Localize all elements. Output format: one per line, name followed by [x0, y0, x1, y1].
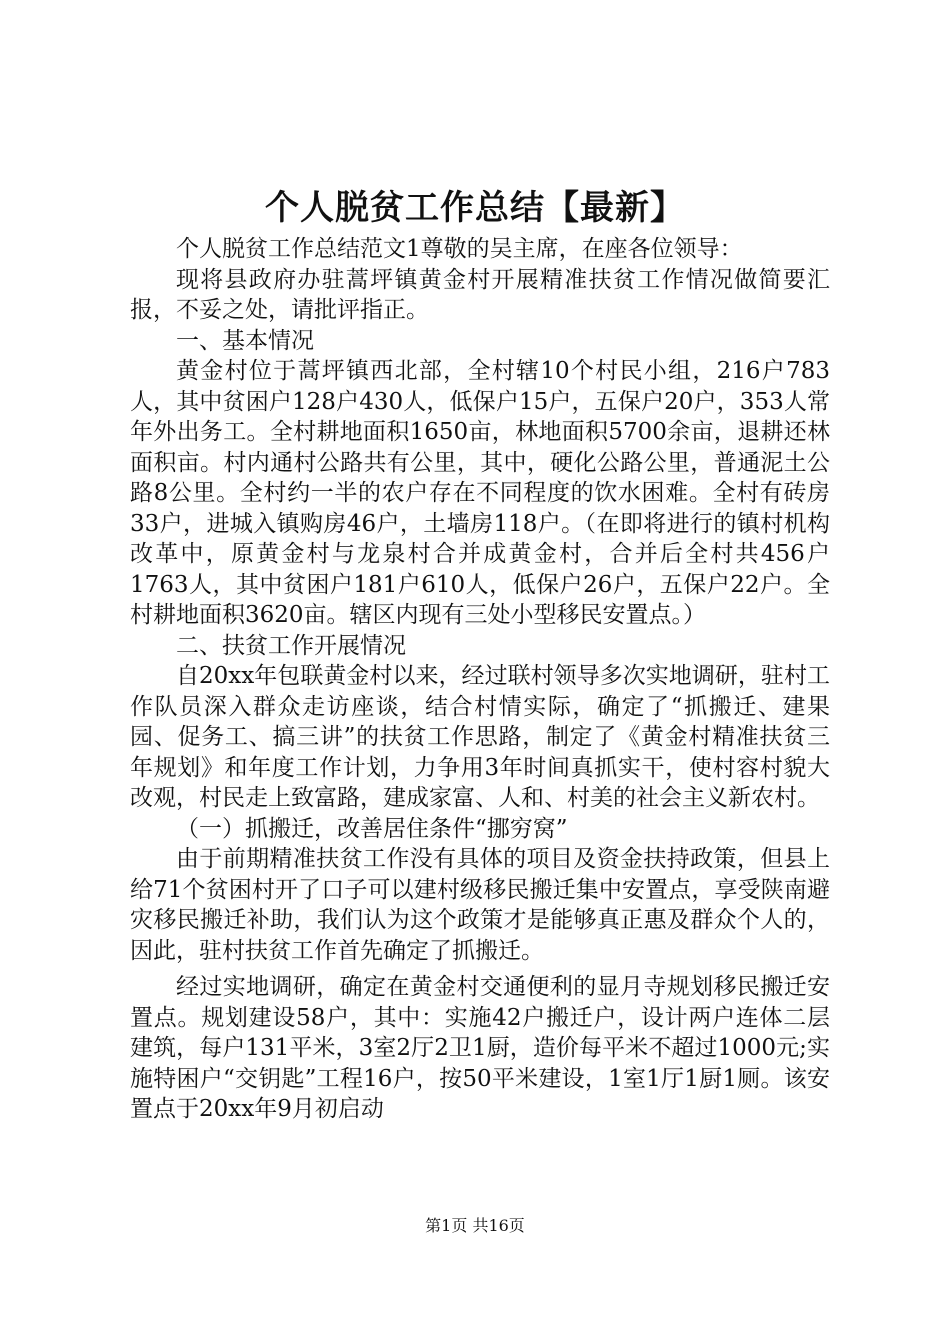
- paragraph-work-overview: 自20xx年包联黄金村以来，经过联村领导多次实地调研，驻村工作队员深入群众走访座谈，结合村情实际，确定了“抓搬迁、建果园、促务工、搞三讲”的扶贫工作思路，制定了《黄金村精准扶贫三年规划》和年度工作计划，力争用3年时间真抓实干，使村容村貌大改观，村民走上致富路，建成家富、人和、村美的社会主义新农村。: [130, 663, 830, 811]
- paragraph-relocation-policy: 由于前期精准扶贫工作没有具体的项目及资金扶持政策，但县上给71个贫困村开了口子可以建村级移民搬迁集中安置点，享受陕南避灾移民搬迁补助，我们认为这个政策才是能够真正惠及群众个人的，因此，驻村扶贫工作首先确定了抓搬迁。: [130, 846, 830, 964]
- paragraph-intro: 现将县政府办驻蒿坪镇黄金村开展精准扶贫工作情况做简要汇报，不妥之处，请批评指正。: [130, 266, 830, 323]
- subsection-heading-relocation: （一）抓搬迁，改善居住条件“挪穷窝”: [176, 815, 568, 842]
- document-title: 个人脱贫工作总结【最新】: [265, 188, 685, 228]
- paragraph-greeting: 个人脱贫工作总结范文1尊敬的吴主席，在座各位领导：: [176, 236, 743, 262]
- section-heading-work: 二、扶贫工作开展情况: [176, 632, 406, 659]
- page-number-footer: 第1页 共16页: [425, 1216, 525, 1235]
- paragraph-basic-situation: 黄金村位于蒿坪镇西北部，全村辖10个村民小组，216户783人，其中贫困户128户430人，低保户15户，五保户20户，353人常年外出务工。全村耕地面积1650亩，林地面积5700余亩，退耕还林面积亩。村内通村公路共有公里，其中，硬化公路公里，普通泥土公路8公里。全村约一半的农户存在不同程度的饮水困难。全村有砖房33户，进城入镇购房46户，土墙房118户。（在即将进行的镇村机构改革中，原黄金村与龙泉村合并成黄金村，合并后全村共456户1763人，其中贫困户181户610人，低保户26户，五保户22户。全村耕地面积3620亩。辖区内现有三处小型移民安置点。）: [130, 358, 830, 628]
- document-body: [130, 234, 830, 1125]
- paragraph-relocation-plan: 经过实地调研，确定在黄金村交通便利的显月寺规划移民搬迁安置点。规划建设58户，其中：实施42户搬迁户，设计两户连体二层建筑，每户131平米，3室2厅2卫1厨，造价每平米不超过1000元;实施特困户“交钥匙”工程16户，按50平米建设，1室1厅1厨1厕。该安置点于20xx年9月初启动: [130, 974, 830, 1122]
- section-heading-basic: 一、基本情况: [176, 327, 314, 354]
